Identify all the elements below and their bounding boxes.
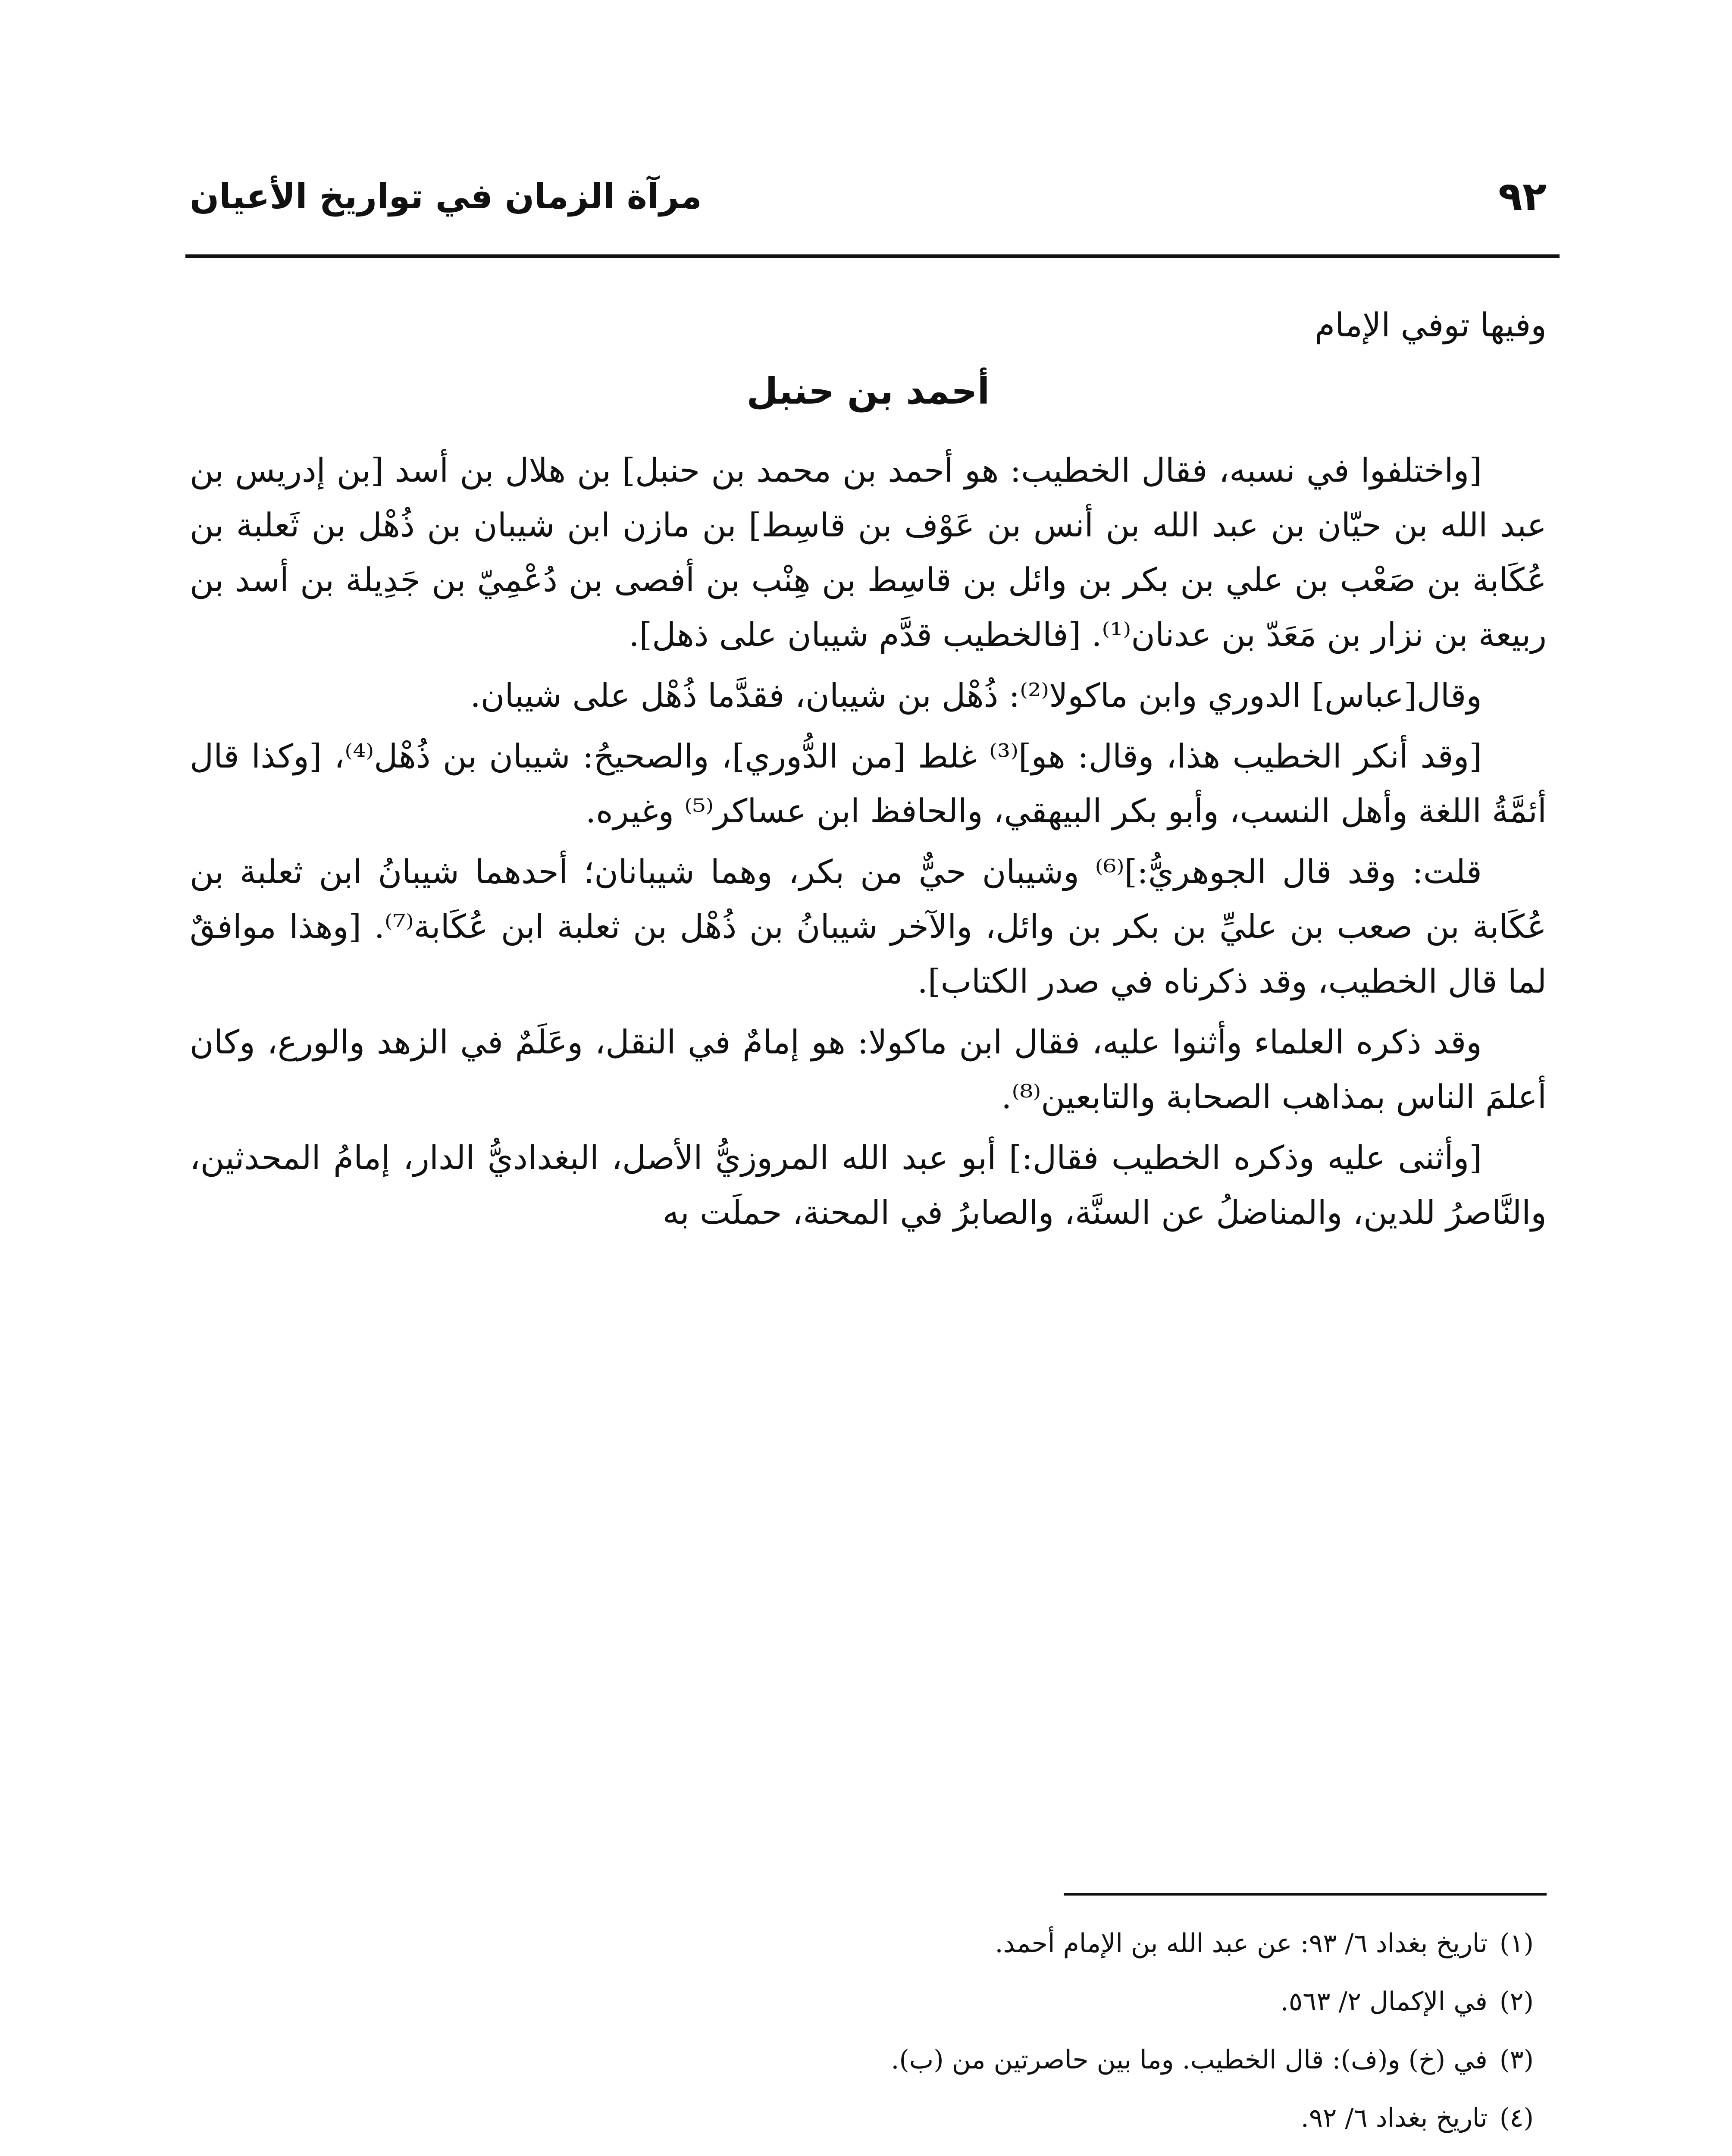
paragraph: قلت: وقد قال الجوهريُّ:]⁽⁶⁾ وشيبان حيٌّ من بكر، وهما شيبانان؛ أحدهما شيبانُ ابن ثعلبة بن عُكَابة بن صعب بن عليِّ بن بكر بن وائل، والآخر شيبانُ بن ذُهْل بن ثعلبة ابن عُكَابة⁽⁷⁾. [وهذا موافقٌ لما قال الخطيب، وقد ذكرناه في صدر الكتاب]. <box>190 852 1547 1000</box>
footnote-text: في الإكمال ٢/ ٥٦٣. <box>1280 1987 1488 2017</box>
footnote-item <box>190 1915 1534 1973</box>
footnote-item <box>190 2089 1534 2147</box>
paragraph: [وقد أنكر الخطيب هذا، وقال: هو]⁽³⁾ غلط [من الدُّوري]، والصحيحُ: شيبان بن ذُهْل⁽⁴⁾، [وكذا قال أئمَّةُ اللغة وأهل النسب، وأبو بكر البيهقي، والحافظ ابن عساكر⁽⁵⁾ وغيره. <box>190 737 1547 830</box>
paragraph: وقال[عباس] الدوري وابن ماكولا⁽²⁾: ذُهْل بن شيبان، فقدَّما ذُهْل على شيبان. <box>470 676 1482 714</box>
footnote-item <box>190 2147 1534 2156</box>
footnote-number: (١) <box>1499 1928 1534 1959</box>
page-number: ٩٢ <box>1498 173 1547 219</box>
footnote-item <box>190 2031 1534 2089</box>
footnote-text: تاريخ بغداد ٦/ ٩٢. <box>1300 2103 1488 2133</box>
header-divider <box>185 254 1560 258</box>
footnote-item <box>190 1973 1534 2031</box>
section-heading: أحمد بن حنبل <box>746 370 990 412</box>
intro-line: وفيها توفي الإمام <box>1315 306 1547 344</box>
main-text <box>190 298 1547 1246</box>
footnote-text: تاريخ بغداد ٦/ ٩٣: عن عبد الله بن الإمام أحمد. <box>995 1928 1488 1959</box>
running-title: مرآة الزمان في تواريخ الأعيان <box>190 176 702 216</box>
footnote-divider <box>1064 1893 1547 1896</box>
paragraph: [وأثنى عليه وذكره الخطيب فقال:] أبو عبد الله المروزيُّ الأصل، البغداديُّ الدار، إمامُ المحدثين، والنَّاصرُ للدين، والمناضلُ عن السنَّة، والصابرُ في المحنة، حملَت به <box>190 1138 1547 1232</box>
paragraph: [واختلفوا في نسبه، فقال الخطيب: هو أحمد بن محمد بن حنبل] بن هلال بن أسد [بن إدريس بن عبد الله بن حيّان بن عبد الله بن أنس بن عَوْف بن قاسِط] بن مازن ابن شيبان بن ذُهْل بن ثَعلبة بن عُكَابة بن صَعْب بن علي بن بكر بن وائل بن قاسِط بن هِنْب بن أفصى بن دُعْمِيّ بن جَدِيلة بن أسد بن ربيعة بن نزار بن مَعَدّ بن عدنان⁽¹⁾. [فالخطيب قدَّم شيبان على ذهل]. <box>190 451 1547 654</box>
footnote-number: (٢) <box>1499 1987 1534 2017</box>
paragraph: وقد ذكره العلماء وأثنوا عليه، فقال ابن ماكولا: هو إمامٌ في النقل، وعَلَمٌ في الزهد والورع، وكان أعلمَ الناس بمذاهب الصحابة والتابعين⁽⁸⁾. <box>190 1023 1547 1116</box>
footnotes-list <box>190 1915 1534 2156</box>
footnote-text: في (خ) و(ف): قال الخطيب. وما بين حاصرتين من (ب). <box>891 2045 1488 2075</box>
footnote-number: (٣) <box>1499 2045 1534 2075</box>
footnote-number: (٤) <box>1499 2103 1534 2133</box>
footnote-number <box>1500 2147 1534 2156</box>
page-header <box>190 164 1547 229</box>
